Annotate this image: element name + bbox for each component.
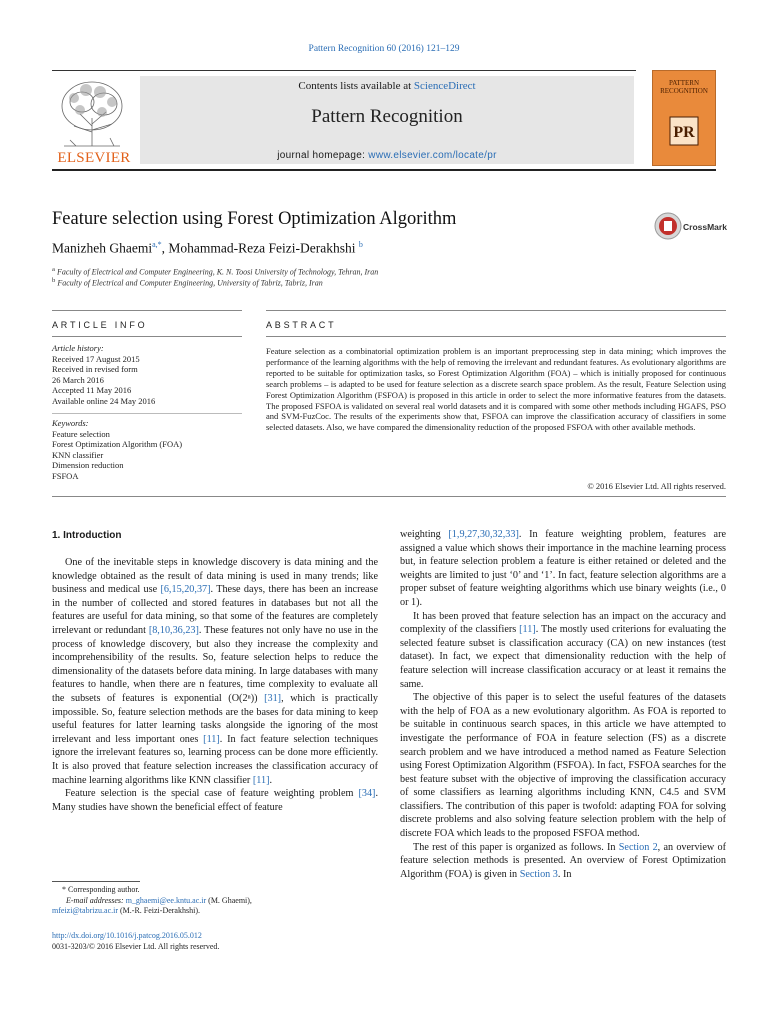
info-sub-rule xyxy=(52,336,242,337)
text-run: Feature selection is the special case of feature weighting problem xyxy=(65,788,359,800)
keyword-item: Forest Optimization Algorithm (FOA) xyxy=(52,439,183,450)
doi-block xyxy=(52,931,219,952)
elsevier-wordmark[interactable]: ELSEVIER xyxy=(57,150,131,166)
article-history xyxy=(52,343,242,407)
affil-text: Faculty of Electrical and Computer Engineering, K. N. Toosi University of Technology, Tehran, Iran xyxy=(56,267,379,277)
homepage-link[interactable]: www.elsevier.com/locate/pr xyxy=(368,150,497,161)
text-run: . In feature weighting problem, features are assigned a value which shows their importance in the machine learning process but, in feature selection problem a feature is either retained or deleted and the weights are limited to just ‘0’ and ‘1’. In fact, feature selection algorithms are a proper subset of feature weighting algorithms which use binary weights (i.e., 0 or 1). xyxy=(400,529,726,608)
homepage-prefix: journal homepage: xyxy=(277,150,369,161)
crossmark-label[interactable]: CrossMark xyxy=(683,222,727,232)
history-item: Received 17 August 2015 xyxy=(52,353,140,364)
paragraph xyxy=(400,610,726,692)
footnote-rule xyxy=(52,881,140,882)
history-label: Article history: xyxy=(52,343,104,353)
abstract-heading: ABSTRACT xyxy=(266,320,337,330)
text-run: The rest of this paper is organized as follows. In xyxy=(413,841,619,853)
citation-link[interactable]: [1,9,27,30,32,33] xyxy=(448,529,519,540)
contents-prefix: Contents lists available at xyxy=(298,80,414,92)
citation-link[interactable]: [31] xyxy=(264,692,282,704)
cover-title: PATTERN RECOGNITION xyxy=(660,79,708,95)
journal-reference[interactable]: Pattern Recognition 60 (2016) 121–129 xyxy=(308,44,460,54)
text-run: . These days, there has been an increase in the number of collected and stored features in databases but not all the features are useful for data mining, so that some of the features are completely irrelevant or redundant xyxy=(52,584,378,636)
citation-link[interactable]: [34] xyxy=(358,788,376,800)
section-link[interactable]: Section 2 xyxy=(618,841,658,853)
history-item: Available online 24 May 2016 xyxy=(52,395,156,406)
cover-emblem-icon xyxy=(668,115,700,147)
footnotes xyxy=(52,885,382,917)
text-run: . Many studies have shown the beneficial effect of feature xyxy=(52,788,378,813)
text-run: . These features not only have no use in the process of knowledge discovery, but also they increase the complexity and incomprehensibility of the results. So, feature selection helps to reduce the dimensionality of the datasets before data mining. In large databases with many features to handle, when there are n features, time complexity to evaluate all the subsets of features is exponential (O(2ⁿ)) xyxy=(52,624,378,704)
text-run: It has been proved that feature selection has an impact on the accuracy and complexity of the classifiers xyxy=(400,610,726,636)
citation-link[interactable]: [11] xyxy=(252,774,270,786)
email-link[interactable]: mfeizi@tabrizu.ac.ir xyxy=(52,906,118,915)
affil-mark: b xyxy=(52,277,56,284)
email-owner: (M.-R. Feizi-Derakhshi). xyxy=(118,906,200,915)
keywords-label: Keywords: xyxy=(52,418,89,428)
citation-link[interactable]: [11] xyxy=(519,624,536,636)
text-run: One of the inevitable steps in knowledge discovery is data mining and the knowledge obtained as the result of data mining is used in many trends; like business and medical use xyxy=(52,557,378,596)
sciencedirect-link[interactable]: ScienceDirect xyxy=(413,80,476,92)
issn-line: 0031-3203/© 2016 Elsevier Ltd. All rights reserved. xyxy=(52,941,220,951)
paragraph xyxy=(400,528,726,610)
paragraph xyxy=(400,841,726,882)
citation-link[interactable]: [6,15,20,37] xyxy=(160,584,211,596)
text-run: . In xyxy=(557,868,572,880)
svg-text:PR: PR xyxy=(673,124,695,141)
affiliation-b xyxy=(52,277,323,288)
journal-homepage xyxy=(140,150,634,161)
history-item: Accepted 11 May 2016 xyxy=(52,385,132,396)
abstract-text: Feature selection as a combinatorial optimization problem is an important preprocessing step in data mining; which improves the performance of the learning algorithms with the help of removing the irrelevant and redundant features. As evolutionary algorithms are reported to be suitable for optimization tasks, so Forest Optimization Algorithm (FOA) – which is initially proposed for continuous search problems – is adapted to be used for feature selection as a discrete search space problem. As the result, Feature Selection using Forest Optimization Algorithm (FSFOA) is proposed in this article in order to select the more informative features from the datasets. The proposed FSFOA is validated on several real world datasets and it is compared with some other methods including HGAFS, PSO and SVM-FuzCoc. The results of the experiments show that, FSFOA can improve the classification accuracy of classifiers in some selected datasets. Also, we have compared the dimensionality reduction of the proposed FSFOA with other available methods. xyxy=(266,346,726,433)
info-top-rule xyxy=(52,310,242,311)
paragraph xyxy=(52,556,378,787)
email-link[interactable]: m_ghaemi@ee.kntu.ac.ir xyxy=(125,895,207,905)
article-info-heading: ARTICLE INFO xyxy=(52,320,148,330)
keyword-item: Dimension reduction xyxy=(52,460,124,471)
section-heading-introduction: 1. Introduction xyxy=(52,530,122,541)
section-link[interactable]: Section 3 xyxy=(519,868,558,880)
email-line xyxy=(52,896,382,907)
affil-text: Faculty of Electrical and Computer Engineering, University of Tabriz, Tabriz, Iran xyxy=(57,278,323,288)
abstract-sub-rule xyxy=(266,336,726,337)
text-run: , which is practically impossible. So, feature selection methods are the bases for data mining to keep useful features for latter learning tasks alongside the ignoring of the most irrelevant and less important ones xyxy=(52,692,378,745)
corresponding-mark[interactable]: * xyxy=(157,240,162,249)
author-separator: , xyxy=(161,240,169,256)
email-line xyxy=(52,906,382,917)
abstract-copyright: © 2016 Elsevier Ltd. All rights reserved. xyxy=(587,481,726,491)
abstract-bottom-rule xyxy=(52,496,726,497)
header-bottom-rule xyxy=(52,169,716,171)
abstract-top-rule xyxy=(266,310,726,311)
author-name: Manizheh Ghaemi xyxy=(52,240,153,256)
author-affil-mark[interactable]: b xyxy=(358,240,363,249)
crossmark-icon[interactable] xyxy=(654,212,682,240)
contents-line xyxy=(140,80,634,92)
paragraph: The objective of this paper is to select the useful features of the datasets with the help of FOA as a new evolutionary algorithm. As FOA is reported to be suitable in continuous search spaces, in this article we have attempted to investigate the performance of FOA in feature selection (FS) as a discrete search problem and we have introduced a method named as Feature Selection using Forest Optimization Algorithm (FSFOA). In fact, FSFOA searches for the best feature subset with the objective of improving the classification accuracy of some classifiers as learning algorithms including KNN, C4.5 and SVM classifiers. The contribution of this paper is twofold: adapting FOA for solving discrete problems and also solving feature selection problem with the help of discrete FOA which leads to the proposed FSFOA method. xyxy=(400,692,726,840)
email-owner: (M. Ghaemi), xyxy=(206,895,252,905)
keyword-item: KNN classifier xyxy=(52,449,104,460)
paragraph xyxy=(52,787,378,814)
citation-link[interactable]: [8,10,36,23] xyxy=(148,624,199,636)
header-top-rule xyxy=(52,70,636,71)
body-right-column xyxy=(400,528,726,881)
body-left-column xyxy=(52,556,378,814)
article-title: Feature selection using Forest Optimization Algorithm xyxy=(52,209,457,229)
corresponding-author-note: * Corresponding author. xyxy=(62,885,140,894)
doi-link[interactable]: http://dx.doi.org/10.1016/j.patcog.2016.05.012 xyxy=(52,931,202,940)
journal-title: Pattern Recognition xyxy=(311,106,463,127)
keyword-item: Feature selection xyxy=(52,428,110,439)
keywords-rule xyxy=(52,413,242,414)
affiliation-a xyxy=(52,266,378,277)
citation-link[interactable]: [11] xyxy=(203,733,220,745)
email-label: E-mail addresses: xyxy=(66,895,126,905)
history-item: Received in revised form xyxy=(52,364,138,375)
affil-mark: a xyxy=(52,266,55,273)
author-list xyxy=(52,240,363,257)
text-run: , an overview of feature selection methods is presented. An overview of Forest Optimization Algorithm (FOA) is given in xyxy=(400,841,726,880)
keyword-item: FSFOA xyxy=(52,470,79,481)
author-name: Mohammad-Reza Feizi-Derakhshi xyxy=(168,240,356,256)
author-affil-mark[interactable]: a, xyxy=(152,240,158,249)
keywords xyxy=(52,418,242,482)
history-item: 26 March 2016 xyxy=(52,374,104,385)
journal-cover-thumbnail[interactable] xyxy=(652,70,716,166)
text-run: . In fact feature selection techniques ignore the irrelevant features so, learning process can be done more efficiently. It is also proved that feature selection increases the classification accuracy of machine learning algorithms like KNN classifier xyxy=(52,733,378,786)
text-run: . xyxy=(269,774,273,786)
text-run: . The mostly used criterions for evaluating the selected feature subset is classification accuracy (CA) on new instances (test dataset). In fact, we expect that dimensionality reduction with the help of feature selection will increase classification accuracy or at least it remains the same. xyxy=(400,624,726,690)
text-run: weighting xyxy=(400,529,449,540)
